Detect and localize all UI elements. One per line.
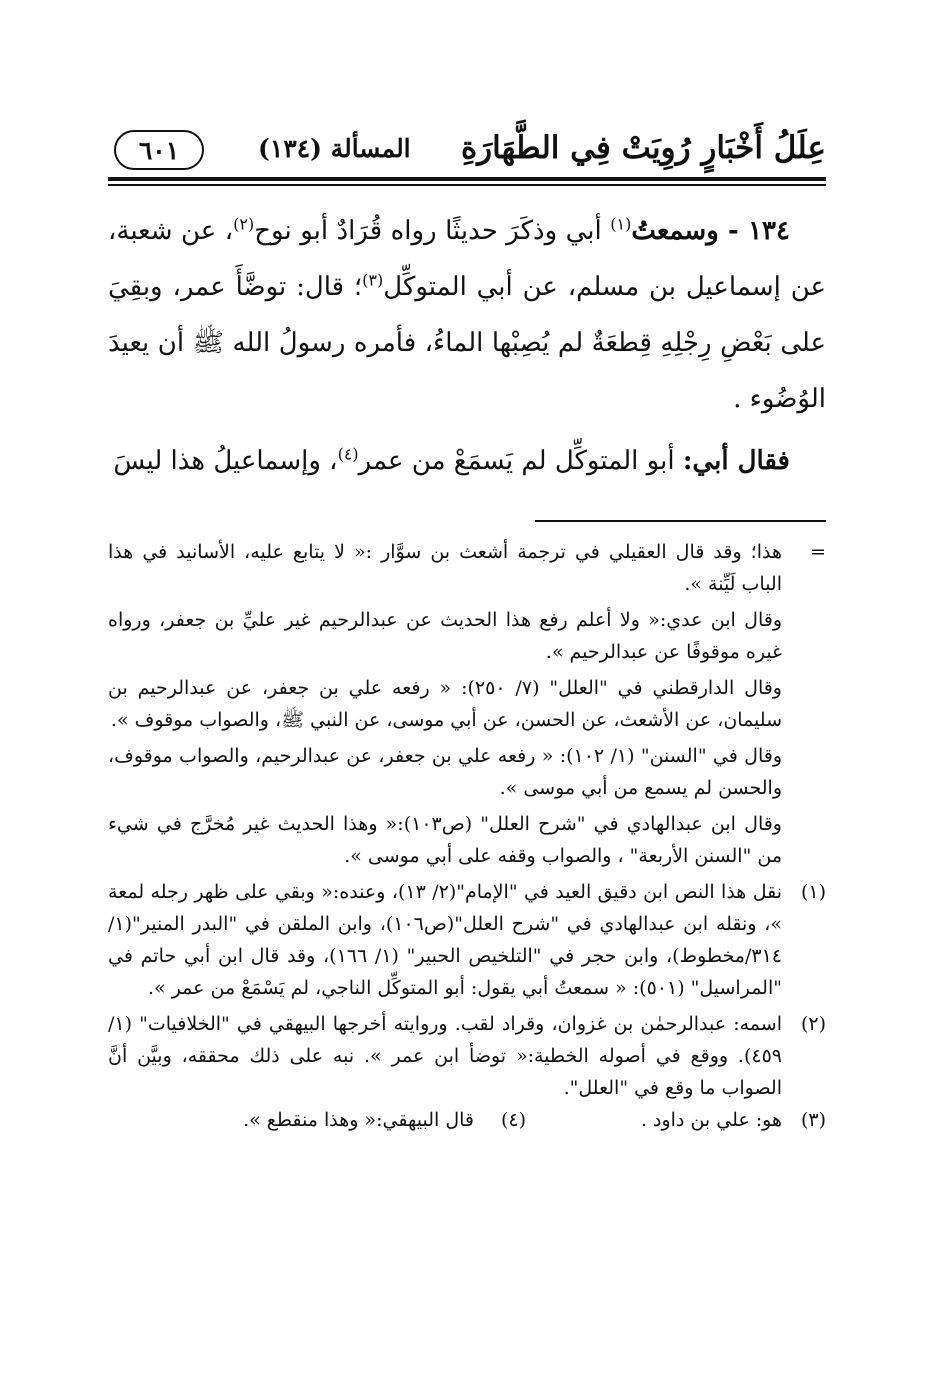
paragraph-134 [108,203,826,427]
footnote-ref-3: (٣) [362,270,384,290]
footnote-paragraph: وقال الدارقطني في "العلل" (٧/ ٢٥٠): « رفعه علي بن جعفر، عن عبدالرحيم بن سليمان، عن الأشعث، عن الحسن، عن أبي موسى، عن النبي ﷺ، والصواب موقوف ». [108,677,782,731]
footnote-2-mark: (٢) [800,1013,826,1035]
footnote-2 [108,1008,826,1104]
footnotes [108,536,826,1136]
footnote-paragraph: وقال ابن عدي:« ولا أعلم رفع هذا الحديث عن عبدالرحيم غير عليِّ بن جعفر، ورواه غيره موقوفًا عن عبدالرحيم ». [108,609,782,663]
footnote-1-mark: (١) [800,881,826,903]
book-title: عِلَلُ أَخْبَارٍ رُوِيَتْ فِي الطَّهَارَةِ [460,130,826,166]
footnote-ref-1: (١) [610,214,632,234]
footnote-2-text: اسمه: عبدالرحمٰن بن غزوان، وقراد لقب. وروايته أخرجها البيهقي في "الخلافيات" (١/ ٤٥٩). ووقع في أصوله الخطية:« توضأ ابن عمر ». نبه على ذلك محققه، وبيَّن أنَّ الصواب ما وقع في "العلل". [108,1013,782,1099]
header-rule-thin [108,184,826,186]
footnote-ref-2: (٢) [233,214,255,234]
footnote-3-text: هو: علي بن داود . [640,1109,782,1131]
main-text [108,203,826,489]
text-segment: أبو المتوكِّل لم يَسمَعْ من عمر [358,446,683,476]
footnote-1 [108,876,826,1004]
footnotes-3-4-row [108,1104,826,1136]
paragraph-answer [108,433,826,489]
footnote-paragraph: هذا؛ وقد قال العقيلي في ترجمة أشعث بن سوَّار :« لا يتابع عليه، الأسانيد في هذا الباب لَيِّنة ». [108,541,782,595]
page-number-badge [114,130,204,170]
footnote-ref-4: (٤) [337,444,359,464]
issue-label: المسألة (١٣٤) [258,134,411,163]
page-number: ٦٠١ [138,135,180,165]
text-segment: ، وإسماعيلُ هذا ليسَ [113,446,338,476]
issue-number: ١٣٤ - وسمعتُ [631,216,790,246]
footnote-4-text: قال البيهقي:« وهذا منقطع ». [243,1109,474,1131]
footnote-paragraph: وقال ابن عبدالهادي في "شرح العلل" (ص١٠٣):« وهذا الحديث غير مُخرَّج في شيء من "السنن الأربعة" ، والصواب وقفه على أبي موسى ». [108,813,782,867]
footnote-paragraph: وقال في "السنن" (١/ ١٠٢): « رفعه علي بن جعفر، عن عبدالرحيم، والصواب موقوف، والحسن لم يسمع من أبي موسى ». [108,745,782,799]
continuation-mark: = [810,541,826,563]
header-rule-thick [108,177,826,181]
text-segment: أبي وذكَرَ حديثًا رواه قُرَادٌ أبو نوح [254,216,611,246]
footnote-3-mark: (٣) [800,1109,826,1131]
footnote-separator [535,520,826,522]
footnote-continuation [108,536,826,872]
text-segment: ، عن شعبة، عن إسماعيل بن مسلم، عن أبي المتوكِّل [108,216,826,302]
text-segment: ؛ قال: توضَّأَ عمر، وبقِيَ على بَعْضِ رِجْلِهِ قِطعَةٌ لم يُصِبْها الماءُ، فأمره رسولُ الله ﷺ أن يعيدَ الوُضُوء . [108,272,826,414]
answer-lead: فقال أبي: [682,446,790,476]
footnote-4-mark: (٤) [500,1109,526,1131]
footnote-1-text: نقل هذا النص ابن دقيق العيد في "الإمام"(٢/ ١٣)، وعنده:« وبقي على ظهر رجله لمعة »، ونقله ابن عبدالهادي في "شرح العلل"(ص١٠٦)، وابن الملقن في "البدر المنير"(١/ ٣١٤/مخطوط)، وابن حجر في "التلخيص الحبير" (١/ ١٦٦)، وقد قال ابن أبي حاتم في "المراسيل" (٥٠١): « سمعتُ أبي يقول: أبو المتوكِّل الناجي، لم يَسْمَعْ من عمر ». [108,881,782,999]
page-header [108,128,826,172]
